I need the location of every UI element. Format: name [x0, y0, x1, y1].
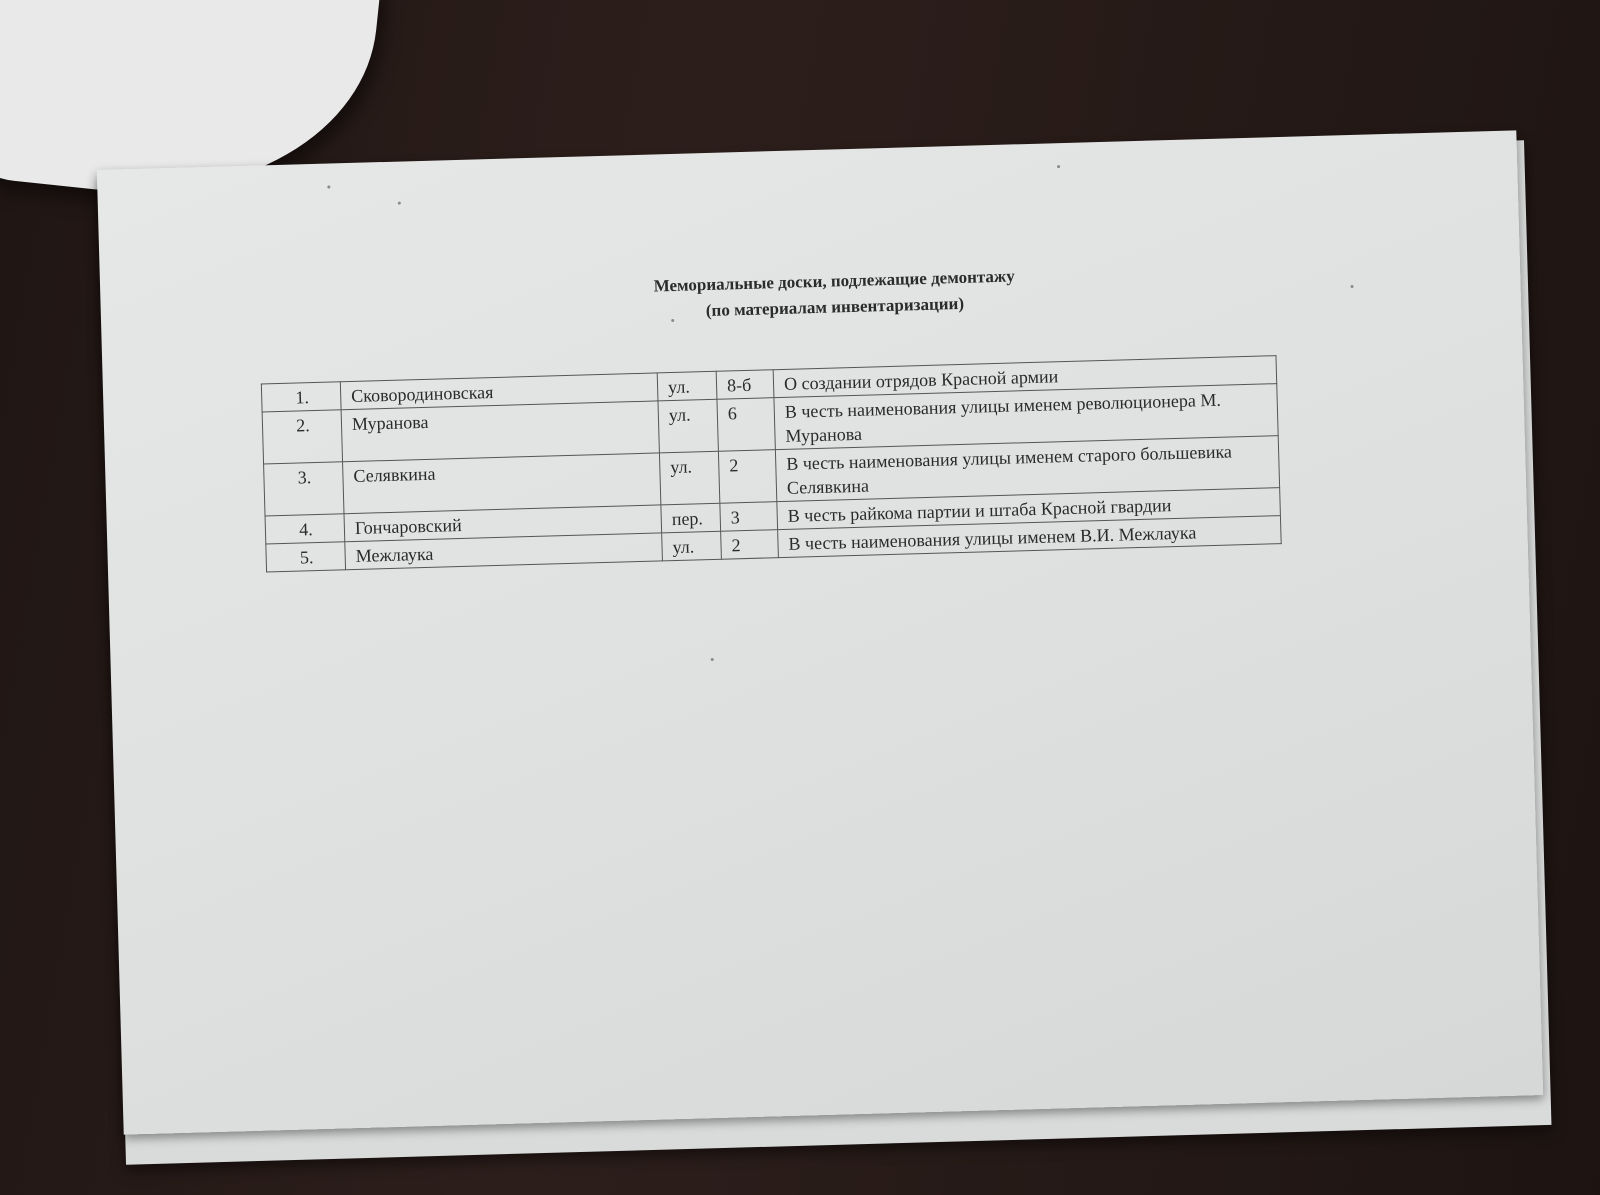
paper-speck — [327, 185, 330, 188]
document-sheet — [97, 130, 1543, 1134]
plaque-description: В честь наименования улицы именем старого большевика Селявкина — [775, 436, 1279, 502]
paper-speck — [1351, 285, 1354, 288]
street-name: Селявкина — [343, 453, 661, 514]
row-number: 4. — [265, 514, 345, 544]
street-name: Межлаука — [345, 533, 663, 570]
house-number: 8-б — [716, 370, 774, 400]
plaque-description: В честь райкома партии и штаба Красной гвардии — [777, 488, 1281, 530]
house-number: 2 — [718, 450, 776, 504]
paper-speck — [711, 658, 714, 661]
street-type: ул. — [662, 531, 722, 561]
street-type: ул. — [659, 451, 719, 505]
row-number: 2. — [262, 410, 342, 464]
paper-speck — [671, 319, 674, 322]
document-subtitle: (по материалам инвентаризации) — [705, 293, 965, 321]
document-title: Мемориальные доски, подлежащие демонтажу — [653, 266, 1015, 296]
row-number: 5. — [266, 542, 346, 572]
paper-speck — [1057, 165, 1060, 168]
street-name: Муранова — [341, 401, 659, 462]
street-type: ул. — [657, 371, 717, 401]
street-type: ул. — [658, 399, 718, 453]
plaque-description: В честь наименования улицы именем В.И. Межлаука — [778, 516, 1282, 558]
plaques-table — [261, 355, 1282, 572]
house-number: 3 — [720, 502, 778, 532]
plaque-description: В честь наименования улицы именем революционера М. Муранова — [774, 384, 1278, 450]
row-number: 3. — [264, 462, 344, 516]
plaque-description: О создании отрядов Красной армии — [773, 356, 1277, 398]
row-number: 1. — [261, 382, 341, 412]
house-number: 2 — [721, 530, 779, 560]
street-name: Сковородиновская — [340, 373, 658, 410]
street-type: пер. — [661, 503, 721, 533]
house-number: 6 — [717, 398, 775, 452]
paper-speck — [398, 202, 401, 205]
street-name: Гончаровский — [344, 505, 662, 542]
